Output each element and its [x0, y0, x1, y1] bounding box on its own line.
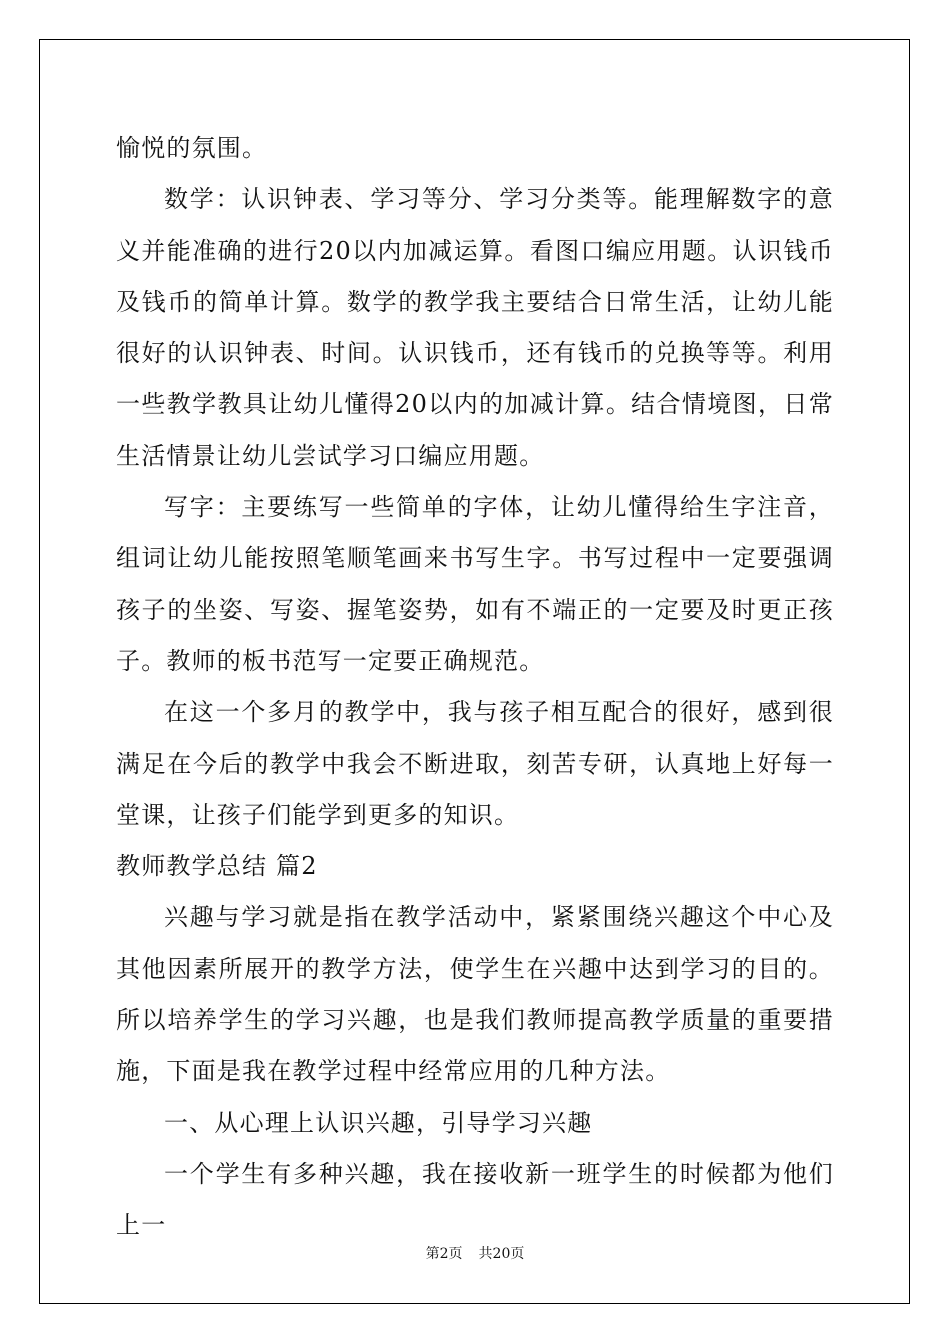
paragraph-math: 数学：认识钟表、学习等分、学习分类等。能理解数字的意义并能准确的进行20以内加减运算。看图口编应用题。认识钱币及钱币的简单计算。数学的教学我主要结合日常生活，让幼儿能很好的认识钟表、时间。认识钱币，还有钱币的兑换等等。利用一些教学教具让幼儿懂得20以内的加减计算。结合情境图，日常生活情景让幼儿尝试学习口编应用题。 [116, 185, 834, 470]
section-heading: 教师教学总结 篇2 [116, 852, 318, 881]
document-body [116, 123, 834, 1252]
subheading-psychology: 一、从心理上认识兴趣，引导学习兴趣 [164, 1108, 593, 1137]
paragraph-continuation: 愉悦的氛围。 [116, 134, 268, 162]
page-footer [0, 1244, 950, 1264]
paragraph-interest-detail: 一个学生有多种兴趣，我在接收新一班学生的时候都为他们上一 [116, 1159, 834, 1240]
paragraph-interest-intro: 兴趣与学习就是指在教学活动中，紧紧围绕兴趣这个中心及其他因素所展开的教学方法，使学生在兴趣中达到学习的目的。所以培养学生的学习兴趣，也是我们教师提高教学质量的重要措施，下面是我在教学过程中经常应用的几种方法。 [116, 903, 834, 1086]
page-total: 共20页 [478, 1246, 525, 1262]
page-number: 第2页 [425, 1246, 463, 1262]
paragraph-summary: 在这一个多月的教学中，我与孩子相互配合的很好，感到很满足在今后的教学中我会不断进取，刻苦专研，认真地上好每一堂课，让孩子们能学到更多的知识。 [116, 698, 834, 829]
paragraph-writing: 写字：主要练写一些简单的字体，让幼儿懂得给生字注音，组词让幼儿能按照笔顺笔画来书写生字。书写过程中一定要强调孩子的坐姿、写姿、握笔姿势，如有不端正的一定要及时更正孩子。教师的板书范写一定要正确规范。 [116, 493, 834, 675]
